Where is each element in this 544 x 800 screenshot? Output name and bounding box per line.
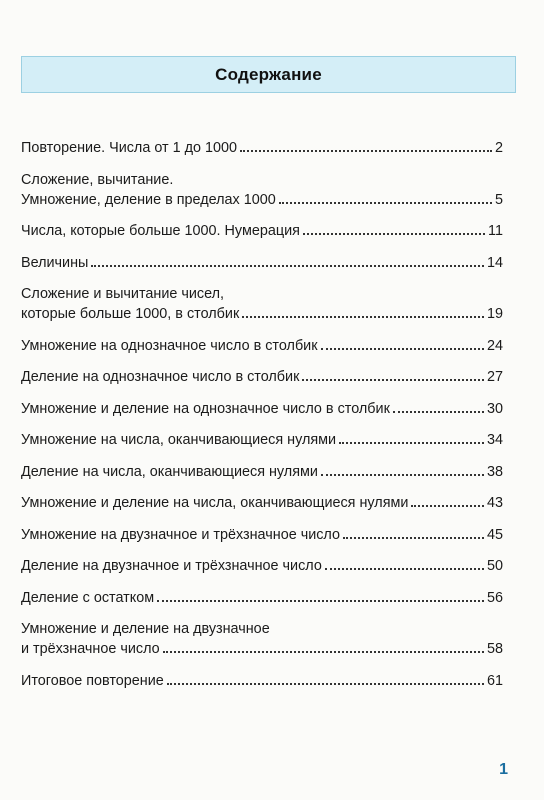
toc-entry xyxy=(21,430,503,450)
toc-entry-line xyxy=(21,525,503,545)
toc-entry xyxy=(21,619,503,659)
toc-entry xyxy=(21,399,503,419)
toc-entry-line-continued xyxy=(21,284,503,304)
toc-leader-dots xyxy=(411,505,484,507)
toc-entry-text: Умножение на двузначное и трёхзначное число xyxy=(21,526,340,543)
toc-entry xyxy=(21,336,503,356)
toc-entry xyxy=(21,367,503,387)
toc-entry-line xyxy=(21,190,503,210)
toc-leader-dots xyxy=(91,265,484,267)
toc-entry-text: Умножение на однозначное число в столбик xyxy=(21,337,318,354)
toc-entry xyxy=(21,493,503,513)
toc-entry-page: 38 xyxy=(486,463,503,480)
toc-entry xyxy=(21,525,503,545)
toc-entry-page: 43 xyxy=(486,495,503,511)
toc-entry-line xyxy=(21,462,503,482)
toc-entry xyxy=(21,253,503,273)
toc-entry-page: 30 xyxy=(486,400,503,417)
toc-entry-page: 27 xyxy=(486,369,503,385)
toc-entry xyxy=(21,221,503,241)
toc-entry-line-continued xyxy=(21,619,503,639)
toc-leader-dots xyxy=(163,651,484,653)
toc-entry-line-continued xyxy=(21,170,503,190)
toc-entry-line xyxy=(21,138,503,158)
toc-entry xyxy=(21,284,503,324)
toc-entry-line xyxy=(21,493,503,513)
toc-entry-page: 34 xyxy=(486,432,503,448)
toc-entry-text: Деление с остатком xyxy=(21,589,155,606)
toc-entry-line xyxy=(21,639,503,659)
toc-leader-dots xyxy=(167,683,484,685)
page-number: 1 xyxy=(499,761,508,778)
toc-leader-dots xyxy=(279,202,492,204)
toc-entry xyxy=(21,170,503,210)
toc-entry-page: 11 xyxy=(488,223,503,239)
toc-entry-text: Деление на числа, оканчивающиеся нулями xyxy=(21,463,318,480)
toc-entry-text: Числа, которые больше 1000. Нумерация xyxy=(21,223,300,239)
toc-entry-text: Деление на однозначное число в столбик xyxy=(21,369,300,385)
toc-entry xyxy=(21,556,503,576)
toc-entry xyxy=(21,671,503,691)
table-of-contents xyxy=(21,138,503,702)
toc-entry-line xyxy=(21,671,503,691)
toc-entry-page: 45 xyxy=(486,526,503,543)
toc-entry-line xyxy=(21,588,503,608)
toc-entry-text: Сложение и вычитание чисел, xyxy=(21,286,225,302)
toc-entry-page: 56 xyxy=(486,589,503,606)
toc-entry-text: которые больше 1000, в столбик xyxy=(21,306,240,322)
title-banner xyxy=(21,56,516,93)
toc-entry-text: Умножение и деление на числа, оканчивающиеся нулями xyxy=(21,495,409,511)
toc-entry-line xyxy=(21,221,503,241)
toc-entry-page: 14 xyxy=(486,254,503,271)
toc-entry-line xyxy=(21,399,503,419)
toc-leader-dots xyxy=(157,600,484,602)
toc-entry-text: Повторение. Числа от 1 до 1000 xyxy=(21,140,238,156)
toc-leader-dots xyxy=(321,474,484,476)
toc-entry-line xyxy=(21,556,503,576)
toc-leader-dots xyxy=(339,442,484,444)
toc-entry-line xyxy=(21,253,503,273)
toc-entry-page: 19 xyxy=(486,306,503,322)
toc-entry-text: Величины xyxy=(21,254,89,271)
toc-entry-page: 58 xyxy=(486,641,503,657)
toc-leader-dots xyxy=(343,537,484,539)
toc-entry-text: Деление на двузначное и трёхзначное число xyxy=(21,558,322,574)
toc-entry-line xyxy=(21,430,503,450)
toc-entry-text: Умножение на числа, оканчивающиеся нулями xyxy=(21,432,337,448)
toc-entry-text: и трёхзначное число xyxy=(21,641,160,657)
toc-entry-text: Умножение и деление на двузначное xyxy=(21,621,270,637)
toc-entry-line xyxy=(21,336,503,356)
toc-leader-dots xyxy=(325,568,484,570)
toc-leader-dots xyxy=(321,348,484,350)
toc-entry xyxy=(21,588,503,608)
toc-leader-dots xyxy=(303,233,485,235)
page-title: Содержание xyxy=(215,64,322,84)
toc-entry-page: 61 xyxy=(486,672,503,689)
toc-leader-dots xyxy=(242,316,484,318)
toc-entry-line xyxy=(21,304,503,324)
toc-entry-text: Сложение, вычитание. xyxy=(21,171,174,188)
toc-entry xyxy=(21,138,503,158)
toc-entry xyxy=(21,462,503,482)
toc-entry-page: 24 xyxy=(486,337,503,354)
toc-entry-page: 50 xyxy=(486,558,503,574)
toc-entry-text: Итоговое повторение xyxy=(21,672,164,689)
toc-entry-text: Умножение и деление на однозначное число в столбик xyxy=(21,400,390,417)
toc-leader-dots xyxy=(240,150,492,152)
toc-leader-dots xyxy=(393,411,484,413)
toc-entry-page: 5 xyxy=(494,191,503,208)
toc-entry-line xyxy=(21,367,503,387)
toc-entry-page: 2 xyxy=(494,140,503,156)
toc-leader-dots xyxy=(302,379,484,381)
toc-entry-text: Умножение, деление в пределах 1000 xyxy=(21,191,276,208)
